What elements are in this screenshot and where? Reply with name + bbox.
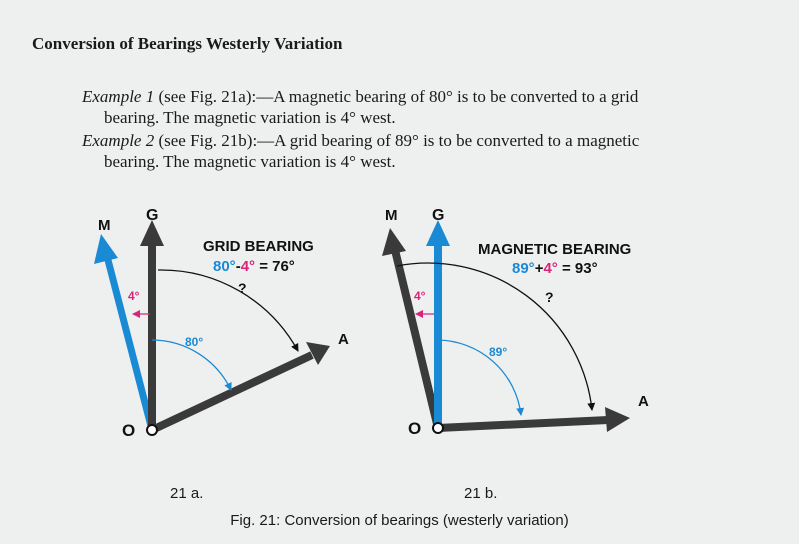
- example-1-line-1: (see Fig. 21a):—A magnetic bearing of 80° is to be converted to a grid: [154, 87, 639, 106]
- example-2-line-1: (see Fig. 21b):—A grid bearing of 89° is to be converted to a magnetic: [154, 131, 640, 150]
- bearing-a-arrow: [152, 342, 330, 430]
- formula-value: 80°: [213, 258, 236, 275]
- formula-operator: +: [534, 260, 544, 277]
- figure-21b: [382, 207, 649, 438]
- o-label: O: [122, 421, 136, 440]
- g-label: G: [432, 207, 445, 224]
- example-2-paragraph: [82, 130, 639, 172]
- example-2-line-2: bearing. The magnetic variation is 4° west.: [104, 152, 396, 171]
- figure-21a-number: 21 a.: [170, 485, 204, 502]
- grid-angle-arc: [438, 340, 521, 415]
- variation-label: 4°: [414, 289, 426, 303]
- formula-variation: 4°: [240, 258, 256, 275]
- example-1-label: Example 1: [82, 87, 155, 106]
- a-label: A: [338, 331, 349, 348]
- unknown-label: ?: [238, 280, 247, 296]
- g-label: G: [146, 207, 159, 224]
- figure-21a: [94, 207, 349, 440]
- section-title: Conversion of Bearings Westerly Variation: [32, 34, 343, 53]
- magnetic-bearing-heading: MAGNETIC BEARING: [478, 241, 632, 258]
- magnetic-north-arrow: [382, 228, 438, 428]
- origin-point: [147, 425, 157, 435]
- m-label: M: [385, 207, 398, 224]
- formula-result: = 76°: [255, 258, 295, 275]
- figure-21b-number: 21 b.: [464, 485, 498, 502]
- o-label: O: [408, 419, 422, 438]
- bearing-a-arrow: [438, 407, 630, 432]
- formula-value: 89°: [512, 260, 535, 277]
- a-label: A: [638, 393, 649, 410]
- formula-operator: -: [235, 258, 241, 275]
- example-1-paragraph: [82, 86, 638, 128]
- angle-label: 89°: [489, 345, 508, 359]
- origin-point: [433, 423, 443, 433]
- grid-bearing-arc: [158, 270, 298, 351]
- example-1-line-2: bearing. The magnetic variation is 4° west.: [104, 108, 396, 127]
- angle-label: 80°: [185, 335, 204, 349]
- magnetic-north-arrow: [94, 234, 152, 430]
- unknown-label: ?: [545, 289, 554, 305]
- variation-label: 4°: [128, 289, 140, 303]
- magnetic-bearing-formula: [512, 260, 598, 277]
- grid-bearing-heading: GRID BEARING: [203, 238, 314, 255]
- formula-result: = 93°: [557, 260, 598, 277]
- m-label: M: [98, 217, 111, 234]
- figure-caption: Fig. 21: Conversion of bearings (westerly variation): [230, 512, 569, 529]
- bearings-figure: [0, 190, 799, 480]
- example-2-label: Example 2: [82, 131, 155, 150]
- formula-variation: 4°: [543, 260, 558, 277]
- grid-bearing-formula: [213, 258, 295, 275]
